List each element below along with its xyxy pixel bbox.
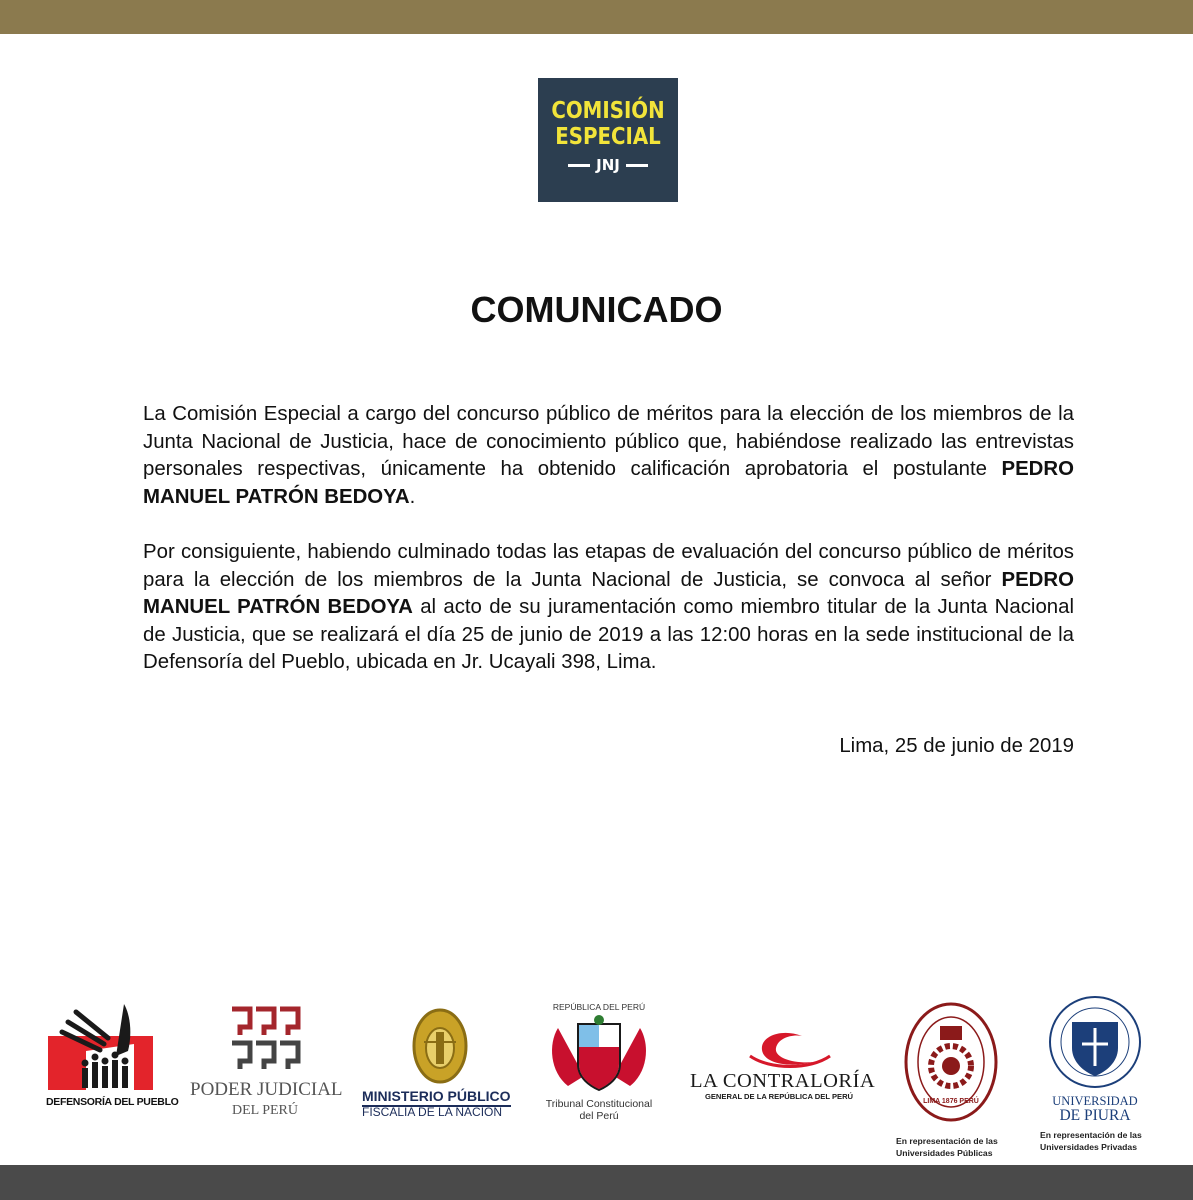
- udep-line1: UNIVERSIDAD: [1052, 1094, 1138, 1108]
- ministerio-publico-logo: [362, 1002, 518, 1122]
- contraloria-swoosh-icon: [690, 1026, 868, 1070]
- poder-judicial-emblem-icon: [190, 1005, 340, 1077]
- paragraph-2: [143, 539, 1074, 677]
- udep-seal-icon: [1036, 992, 1154, 1092]
- contraloria-line1: LA CONTRALORÍA: [690, 1070, 876, 1092]
- universidad-nacional-ingenieria-logo: [892, 1000, 1010, 1162]
- comision-especial-jnj-logo: [538, 78, 678, 202]
- contraloria-line2: GENERAL DE LA REPÚBLICA DEL PERÚ: [704, 1092, 854, 1101]
- uni-seal-icon: [892, 1000, 1010, 1124]
- logo-dash-left: [568, 164, 590, 167]
- poder-judicial-logo: [190, 1005, 343, 1123]
- top-gold-bar: [0, 0, 1193, 34]
- paragraph-2-text-start: Por consiguiente, habiendo culminado todas las etapas de evaluación del concurso público de méritos para la elección de los miembros de la Junta Nacional de Justicia, se convoca al señor: [143, 541, 1074, 591]
- udep-line2: DE PIURA: [1059, 1107, 1131, 1124]
- defensoria-label: DEFENSORÍA DEL PUEBLO: [46, 1096, 179, 1108]
- defensoria-emblem-icon: [46, 996, 158, 1092]
- tribunal-arc-text: REPÚBLICA DEL PERÚ: [552, 1002, 646, 1012]
- udep-caption-line2: Universidades Privadas: [1040, 1142, 1137, 1152]
- poder-judicial-line2: DEL PERÚ: [232, 1103, 298, 1118]
- tribunal-line2: del Perú: [579, 1110, 619, 1122]
- paragraph-1-text: La Comisión Especial a cargo del concurso público de méritos para la elección de los miembros de la Junta Nacional de Justicia, hace de conocimiento público que, habiéndose realizado las entrevistas personales respectivas, únicamente ha obtenido calificación aprobatoria el postulante: [143, 403, 1074, 481]
- logo-dash-right: [626, 164, 648, 167]
- ministerio-publico-line1: MINISTERIO PÚBLICO: [362, 1088, 511, 1107]
- logo-line-comision: COMISIÓN: [551, 98, 665, 124]
- paragraph-1: [143, 401, 1074, 511]
- candidate-name-2: PEDRO MANUEL PATRÓN BEDOYA: [143, 568, 1074, 619]
- tribunal-constitucional-logo: [540, 1002, 658, 1124]
- uni-caption-line1: En representación de las: [896, 1136, 998, 1146]
- paragraph-2-text-end: al acto de su juramentación como miembro titular de la Junta Nacional de Justicia, que se realizará el día 25 de junio de 2019 a las 12:00 horas en la sede institucional de la Defensoría del Pueblo, ubicada en Jr. Ucayali 398, Lima.: [143, 596, 1075, 674]
- ministerio-publico-medal-icon: [362, 1002, 518, 1086]
- uni-years: LIMA 1876 PERÚ: [923, 1098, 979, 1105]
- paragraph-1-end: .: [409, 485, 416, 508]
- tribunal-line1: Tribunal Constitucional: [545, 1098, 653, 1110]
- bottom-gray-bar: [0, 1165, 1193, 1200]
- date-line: Lima, 25 de junio de 2019: [839, 735, 1074, 757]
- document-title: COMUNICADO: [470, 289, 723, 330]
- logo-jnj-tag: JNJ: [596, 156, 620, 174]
- ministerio-publico-line2: FISCALÍA DE LA NACIÓN: [362, 1105, 503, 1119]
- la-contraloria-logo: [690, 1026, 876, 1104]
- candidate-name: PEDRO MANUEL PATRÓN BEDOYA: [143, 458, 1074, 508]
- universidad-de-piura-logo: [1036, 992, 1154, 1156]
- uni-caption-line2: Universidades Públicas: [896, 1148, 993, 1158]
- poder-judicial-line1: PODER JUDICIAL: [190, 1079, 343, 1100]
- logo-jnj-tag-row: [538, 156, 678, 174]
- udep-caption-line1: En representación de las: [1040, 1130, 1142, 1140]
- defensoria-del-pueblo-logo: [46, 996, 179, 1112]
- logo-line-especial: ESPECIAL: [555, 124, 661, 150]
- peru-coat-of-arms-icon: [540, 1014, 658, 1098]
